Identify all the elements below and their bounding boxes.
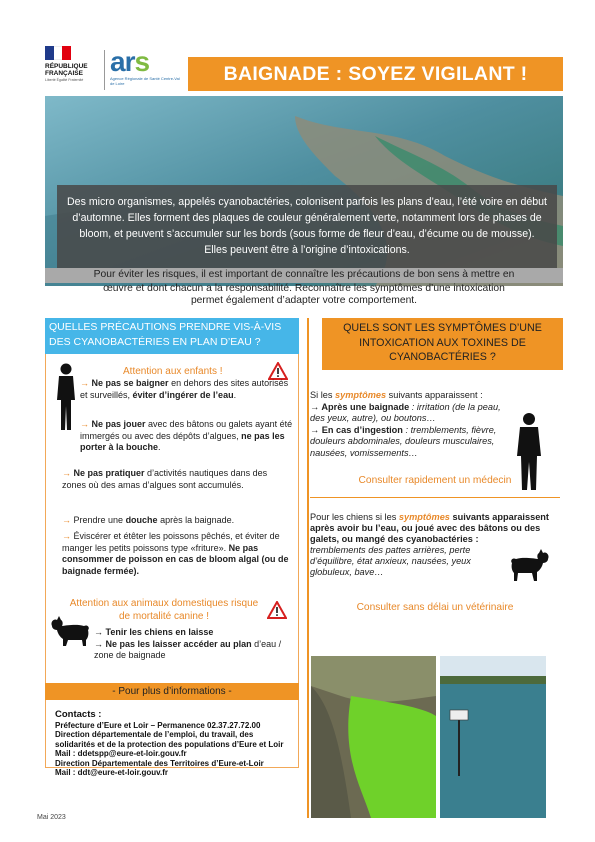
dog-silhouette-icon	[48, 612, 92, 648]
arrow-icon: →	[80, 419, 92, 429]
precaution-4-bold: douche	[125, 515, 158, 525]
arrow-icon: →	[62, 515, 74, 525]
prevention-line-1: Pour éviter les risques, il est important de connaître les précautions de bon sens à mettre en	[45, 268, 563, 283]
precaution-poisson	[62, 531, 290, 577]
attention-animaux: Attention aux animaux domestiques risque de mortalité canine !	[69, 598, 259, 622]
symptomes-chiens-list: tremblements des pattes arrières, perte d’équilibre, état anxieux, nausées, yeux globuleux, bave…	[310, 545, 471, 577]
symptomes-chiens-pre: Pour les chiens si les	[310, 512, 399, 522]
rf-motto: Liberté Égalité Fraternité	[45, 78, 84, 82]
symptomes-intro-pre: Si les	[310, 390, 336, 400]
contacts-block	[55, 710, 295, 778]
symptomes-chiens-conditions: suivants apparaissent après avoir bu l’eau, ou joué avec des bâtons ou des galets, ou mangé des cyanobactéries :	[310, 512, 549, 544]
french-flag-icon	[45, 46, 71, 60]
rf-text: RÉPUBLIQUE FRANÇAISE	[45, 63, 88, 77]
precaution-jouer	[80, 419, 295, 454]
prevention-line-3: permet également d’adapter votre comportement.	[190, 295, 418, 306]
left-heading: QUELLES PRÉCAUTIONS PRENDRE VIS-À-VIS DES CYANOBACTÉRIES EN PLAN D’EAU ?	[49, 321, 282, 348]
precaution-chien-acces-bold: → Ne pas les laisser accéder au plan	[94, 638, 252, 649]
precaution-1-bold: Ne pas se baigner	[91, 378, 169, 388]
precaution-2-end: .	[158, 442, 161, 452]
symptome-ingestion-text: : tremblements, fièvre, douleurs abdominales, douleurs musculaires, nausées, vomissements…	[310, 424, 497, 458]
precaution-douche	[62, 515, 290, 527]
precaution-5-text: Éviscérer et étêter les poissons pêchés, et éviter de manger les petits poissons type «friture».	[62, 531, 280, 553]
contact-ddt-mail[interactable]: Mail : ddt@eure-et-loir.gouv.fr	[55, 768, 168, 777]
title-band	[188, 57, 563, 91]
page-title: BAIGNADE : SOYEZ VIGILANT !	[223, 62, 528, 85]
precaution-chien-laisse: → Tenir les chiens en laisse	[94, 627, 214, 637]
symptome-baignade-text: : irritation (de la peau, des yeux, autre), ou boutons…	[310, 401, 501, 423]
precaution-chien-acces-text: d’eau / zone de baignade	[94, 638, 282, 660]
prevention-line-2: œuvre et dont chacun a la responsabilité. Reconnaître les symptômes d’une intoxication	[103, 282, 505, 294]
contact-ddt: Direction Départementale des Territoires d’Eure-et-Loir	[55, 758, 264, 768]
contacts-title: Contacts :	[55, 709, 102, 720]
publication-date: Mai 2023	[37, 814, 66, 821]
precaution-2-bold-2: ne pas les porter à la bouche	[80, 430, 285, 452]
precaution-1-bold-2: éviter d’ingérer de l’eau	[132, 389, 234, 400]
symptome-ingestion-bold: → En cas d’ingestion	[310, 424, 403, 435]
precaution-baignade	[80, 378, 295, 401]
consulter-veterinaire: Consulter sans délai un vétérinaire	[356, 602, 514, 613]
precaution-5-bold: Ne pas consommer de poisson en cas de bloom algal (ou de baignade fermée).	[62, 542, 289, 576]
ars-logo-letters: ars	[110, 46, 150, 77]
precaution-1-text: en dehors des sites autorisés et surveillés,	[80, 378, 289, 400]
arrow-icon: →	[62, 531, 74, 541]
lake-sign-photo	[440, 656, 546, 818]
ars-subtext: Agence Régionale de Santé Centre-Val de Loire	[110, 76, 180, 86]
precaution-2-bold: Ne pas jouer	[91, 419, 146, 429]
dog-silhouette-icon	[506, 545, 552, 583]
attention-enfants: Attention aux enfants !	[123, 366, 223, 377]
warning-triangle-icon	[267, 601, 287, 619]
symptomes-word: symptômes	[335, 390, 387, 400]
precaution-1-end: .	[233, 389, 237, 400]
precaution-4-pre: Prendre une	[73, 515, 126, 525]
child-silhouette-icon	[55, 362, 77, 432]
arrow-icon: →	[80, 378, 92, 388]
arrow-icon: →	[62, 468, 74, 478]
contact-ddetspp: Direction départementale de l’emploi, du travail, des solidarités et de la protection des populations d’Eure et Loir	[55, 730, 284, 749]
symptomes-intro-post: suivants apparaissent :	[386, 390, 483, 400]
republique-francaise-logo	[45, 46, 103, 96]
logo-divider	[104, 50, 105, 90]
ars-logo	[110, 48, 180, 94]
precaution-3-text: d’activités nautiques dans des zones où des amas d’algues sont accumulés.	[62, 468, 268, 490]
symptome-baignade-bold: → Après une baignade	[310, 401, 410, 412]
symptomes-chiens-word: symptômes	[398, 512, 450, 522]
more-info-band: - Pour plus d’informations -	[45, 683, 299, 700]
symptomes-humains	[310, 390, 510, 459]
right-heading: QUELS SONT LES SYMPTÔMES D’UNE INTOXICATION AUX TOXINES DE CYANOBACTÉRIES ?	[322, 318, 563, 370]
prevention-intro	[45, 268, 563, 308]
precaution-activites	[62, 468, 290, 491]
precaution-3-bold: Ne pas pratiquer	[73, 468, 145, 478]
precaution-chiens	[94, 627, 294, 662]
intro-text: Des micro organismes, appelés cyanobactéries, colonisent parfois les plans d’eau, l’été voire en début d’automne. Elles forment des plaques de couleur généralement verte, notamment lors de phases de bloom, et peuvent s’accumuler sur les bords (sous forme de fleur d’eau, d’écume ou de mousse). Elles peuvent être à l’origine d’intoxications.	[57, 185, 557, 268]
precaution-4-text: après la baignade.	[157, 515, 235, 525]
contact-ddetspp-mail[interactable]: Mail : ddetspp@eure-et-loir.gouv.fr	[55, 749, 187, 758]
algae-shore-photo	[311, 656, 436, 818]
precaution-2-text: avec des bâtons ou galets ayant été immergés ou avec des dépôts d’algues,	[80, 419, 293, 441]
right-divider	[310, 497, 560, 498]
contact-prefecture: Préfecture d’Eure et Loir – Permanence 02.37.27.72.00	[55, 720, 261, 730]
consulter-medecin: Consulter rapidement un médecin	[358, 475, 512, 486]
